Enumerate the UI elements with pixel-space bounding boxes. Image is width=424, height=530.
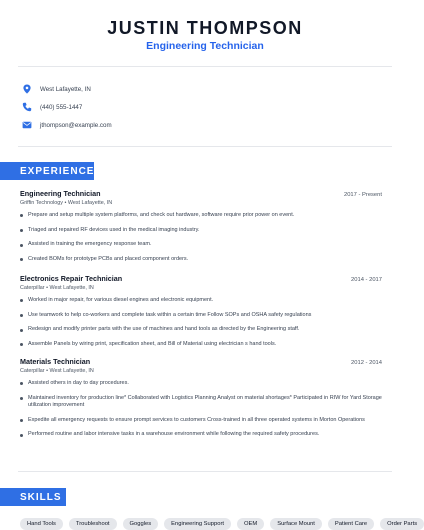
separator-dot: • [46,285,50,291]
experience-heading: EXPERIENCE [0,162,94,180]
contact-phone [22,101,82,113]
skill-tag: OEM [237,518,264,530]
header-divider [18,66,392,67]
experience-divider [18,471,392,472]
skills-list [20,518,424,530]
list-item: Assemble Panels by wiring print, specification sheet, and Bill of Material using electrician s hand tools. [20,341,382,348]
job-location: West Lafayette, IN [67,200,113,206]
job-title: Engineering Technician [20,189,101,198]
job-company-line [20,285,382,291]
list-item: Created BOMs for prototype PCBs and placed component orders. [20,256,382,263]
job-entry [20,189,382,270]
skill-tag: Engineering Support [164,518,231,530]
job-location: West Lafayette, IN [49,285,94,291]
job-company-line [20,200,382,206]
skill-tag: Patient Care [328,518,374,530]
contact-location [22,83,91,95]
location-text: West Lafayette, IN [40,85,91,93]
phone-text: (440) 555-1447 [40,103,83,111]
mail-icon [22,120,32,130]
job-company: Griffin Technology [20,200,63,206]
skill-tag: Troubleshoot [69,518,117,530]
skill-tag: Hand Tools [20,518,63,530]
list-item: Expedite all emergency requests to ensure prompt services to customers Cross-trained in all three operated systems in Morton Operations [20,417,382,424]
job-bullets [20,297,382,348]
job-location: West Lafayette, IN [49,368,94,374]
skill-tag: Goggles [123,518,159,530]
list-item: Assisted in training the emergency response team. [20,241,382,248]
list-item: Assisted others in day to day procedures. [20,380,382,387]
separator-dot: • [46,368,50,374]
list-item: Prepare and setup multiple system platforms, and check out hardware, software require prior power on event. [20,212,382,219]
job-company: Caterpillar [20,368,45,374]
job-bullets [20,212,382,263]
job-entry [20,357,382,446]
contact-divider [18,146,392,147]
phone-icon [22,102,32,112]
list-item: Performed routine and labor intensive tasks in a warehouse environment while following the required safety procedures. [20,431,382,438]
candidate-title: Engineering Technician [146,40,264,52]
location-pin-icon [22,84,32,94]
skill-tag: Order Parts [380,518,424,530]
skill-tag: Surface Mount [270,518,322,530]
list-item: Worked in major repair, for various diesel engines and electronic equipment. [20,297,382,304]
list-item: Use teamwork to help co-workers and complete task within a certain time Follow SOPs and OSHA safety regulations [20,312,382,319]
job-title: Materials Technician [20,357,91,366]
separator-dot: • [64,200,68,206]
job-dates: 2017 - Present [343,192,382,198]
job-entry [20,274,382,355]
list-item: Maintained inventory for production line* Collaborated with Logistics Planning Analyst on material shortages* Participated in RIW for Yard Storage utilization improvement [20,395,382,410]
list-item: Redesign and modify printer parts with the use of machines and hand tools as directed by the Engineering staff. [20,326,382,333]
list-item: Triaged and repaired RF devices used in the medical imaging industry. [20,227,382,234]
skills-heading: SKILLS [0,488,66,506]
job-bullets [20,380,382,439]
job-dates: 2012 - 2014 [351,360,382,366]
job-company-line [20,368,382,374]
job-title: Electronics Repair Technician [20,274,123,283]
contact-email [22,119,112,131]
email-link[interactable]: jthompson@example.com [40,121,112,129]
job-company: Caterpillar [20,285,45,291]
candidate-name: JUSTIN THOMPSON [107,18,303,38]
job-dates: 2014 - 2017 [351,277,382,283]
